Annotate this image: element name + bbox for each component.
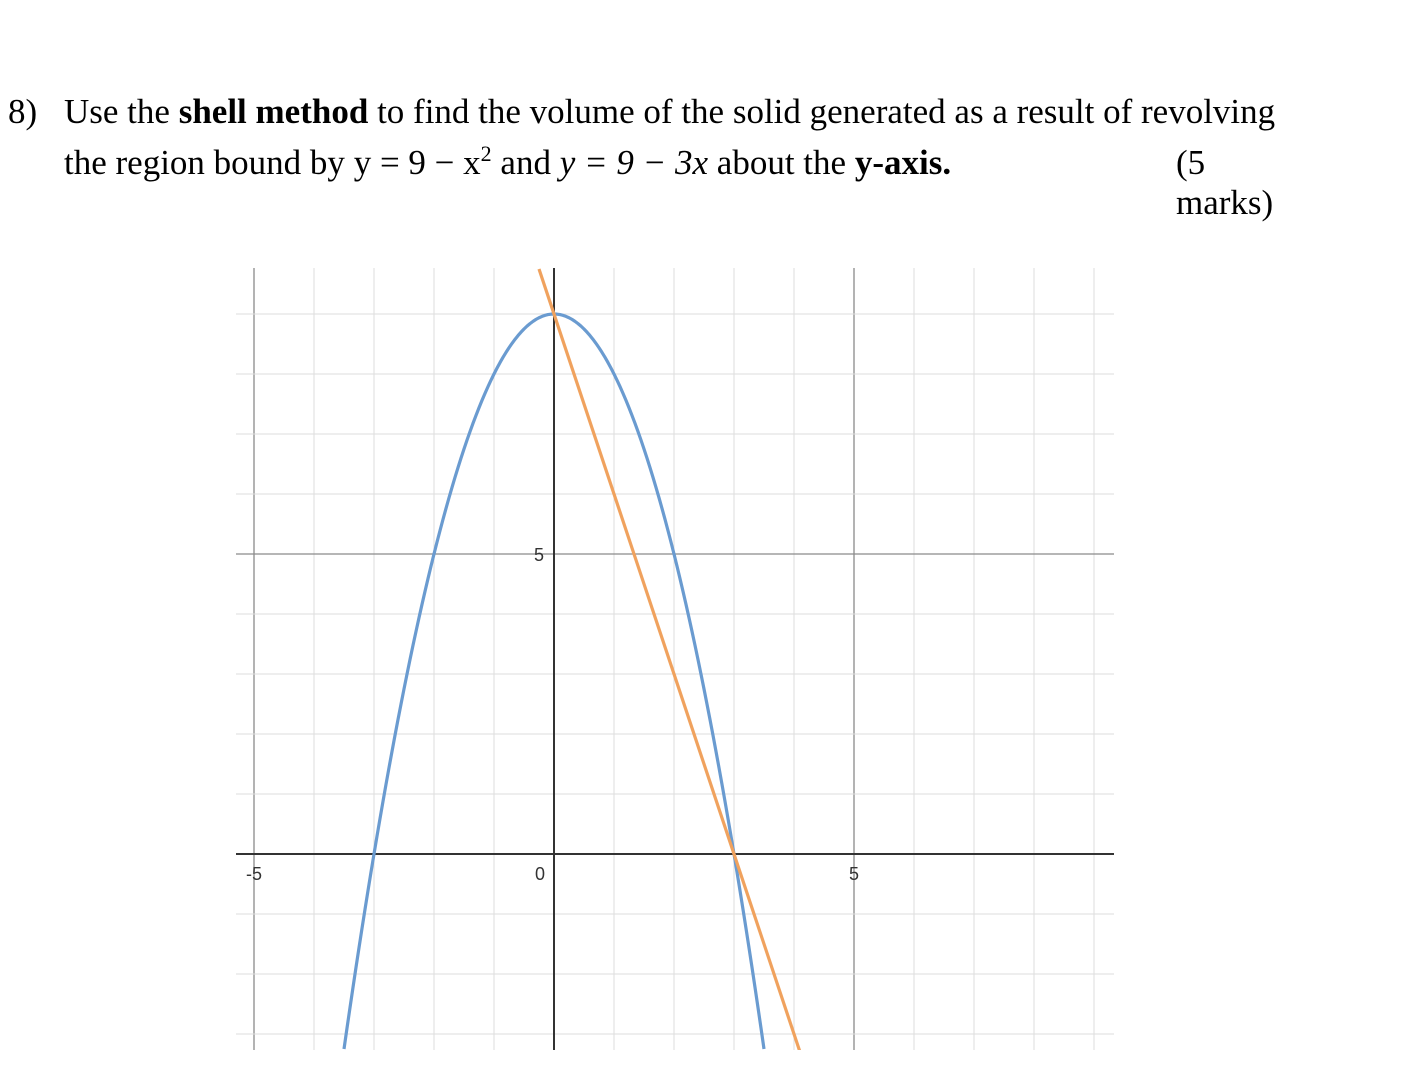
question-text-1b: to find the volume of the solid generated as a result of revolving	[368, 92, 1276, 131]
equation-exponent: 2	[480, 141, 492, 166]
x-tick-label: 5	[848, 864, 860, 884]
question-text-1a: Use the	[64, 92, 179, 131]
x-tick-label: 0	[534, 864, 546, 884]
line-curve	[539, 269, 800, 1052]
question-number: 8)	[8, 92, 38, 131]
y-tick-label: 5	[533, 545, 544, 565]
question-text-and: and	[491, 143, 560, 182]
curves	[344, 269, 800, 1052]
question-text-2a: the region bound by	[64, 143, 354, 182]
marks-label: (5 marks)	[1176, 143, 1274, 222]
axes	[236, 268, 1114, 1050]
grid	[236, 268, 1114, 1050]
equation-parabola: y = 9 − x	[353, 143, 481, 182]
shell-method-emphasis: shell method	[178, 92, 369, 131]
tick-labels	[246, 545, 859, 884]
y-axis-emphasis: y-axis.	[854, 143, 952, 182]
x-tick-label: -5	[245, 864, 263, 884]
equation-line: y = 9 − 3x	[559, 143, 709, 182]
question-text-2b: about the	[708, 143, 855, 182]
